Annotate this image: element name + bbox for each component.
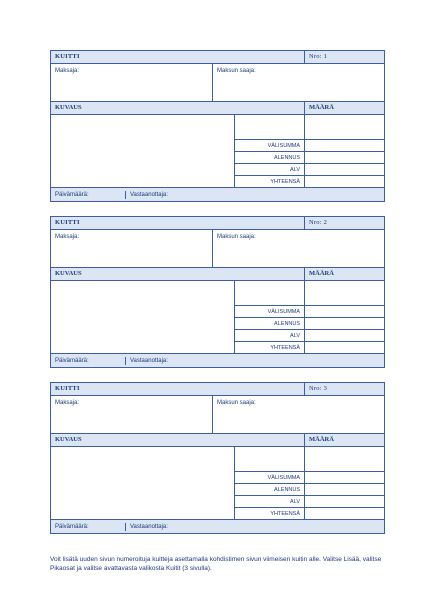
discount-value[interactable] (305, 484, 385, 496)
receipt-title: KUITTI (51, 383, 305, 396)
total-value[interactable] (305, 508, 385, 520)
total-value[interactable] (305, 342, 385, 354)
description-header: KUVAUS (51, 102, 305, 115)
vat-value[interactable] (305, 496, 385, 508)
amount-header: MÄÄRÄ (305, 268, 385, 281)
total-label: YHTEENSÄ (235, 508, 305, 520)
vat-value[interactable] (305, 330, 385, 342)
receipt-3 (50, 382, 384, 534)
payer-field[interactable]: Maksaja: (51, 396, 213, 434)
payee-field[interactable]: Maksun saaja: (213, 230, 385, 268)
receiver-field[interactable]: Vastaanottaja: (125, 523, 168, 531)
date-field[interactable]: Päivämäärä: (55, 357, 89, 364)
receipt-number: Nro: 3 (305, 383, 385, 396)
discount-label: ALENNUS (235, 152, 305, 164)
description-extra-cell[interactable] (235, 281, 305, 306)
description-header: KUVAUS (51, 268, 305, 281)
description-extra-cell[interactable] (235, 115, 305, 140)
vat-label: ALV (235, 496, 305, 508)
total-label: YHTEENSÄ (235, 342, 305, 354)
discount-label: ALENNUS (235, 318, 305, 330)
receipt-footer (51, 354, 385, 368)
receipt-footer (51, 520, 385, 534)
subtotal-label: VÄLISUMMA (235, 306, 305, 318)
discount-value[interactable] (305, 318, 385, 330)
description-extra-cell[interactable] (235, 447, 305, 472)
date-field[interactable]: Päivämäärä: (55, 191, 89, 198)
payee-field[interactable]: Maksun saaja: (213, 64, 385, 102)
receiver-field[interactable]: Vastaanottaja: (125, 357, 168, 365)
total-label: YHTEENSÄ (235, 176, 305, 188)
payer-field[interactable]: Maksaja: (51, 230, 213, 268)
receipt-number: Nro: 1 (305, 51, 385, 64)
payee-field[interactable]: Maksun saaja: (213, 396, 385, 434)
receipt-1 (50, 50, 384, 202)
vat-value[interactable] (305, 164, 385, 176)
receipt-title: KUITTI (51, 51, 305, 64)
discount-value[interactable] (305, 152, 385, 164)
date-field[interactable]: Päivämäärä: (55, 523, 89, 530)
vat-label: ALV (235, 330, 305, 342)
subtotal-value[interactable] (305, 306, 385, 318)
subtotal-value[interactable] (305, 140, 385, 152)
subtotal-label: VÄLISUMMA (235, 140, 305, 152)
receipt-2 (50, 216, 384, 368)
amount-header: MÄÄRÄ (305, 102, 385, 115)
description-field[interactable] (51, 447, 235, 520)
receipt-title: KUITTI (51, 217, 305, 230)
description-field[interactable] (51, 115, 235, 188)
receiver-field[interactable]: Vastaanottaja: (125, 191, 168, 199)
vat-label: ALV (235, 164, 305, 176)
subtotal-value[interactable] (305, 472, 385, 484)
total-value[interactable] (305, 176, 385, 188)
receipt-footer (51, 188, 385, 202)
description-field[interactable] (51, 281, 235, 354)
payer-field[interactable]: Maksaja: (51, 64, 213, 102)
footer-note: Voit lisätä uuden sivun numeroituja kuitteja asettamalla kohdistimen sivun viimeisen kuitin alle. Valitse Lisää, valitse Pikaosat ja valitse avattavasta valikosta Kuitit (3 sivulla). (50, 556, 382, 572)
amount-field[interactable] (305, 115, 385, 140)
amount-header: MÄÄRÄ (305, 434, 385, 447)
subtotal-label: VÄLISUMMA (235, 472, 305, 484)
amount-field[interactable] (305, 447, 385, 472)
description-header: KUVAUS (51, 434, 305, 447)
receipt-number: Nro: 2 (305, 217, 385, 230)
discount-label: ALENNUS (235, 484, 305, 496)
amount-field[interactable] (305, 281, 385, 306)
